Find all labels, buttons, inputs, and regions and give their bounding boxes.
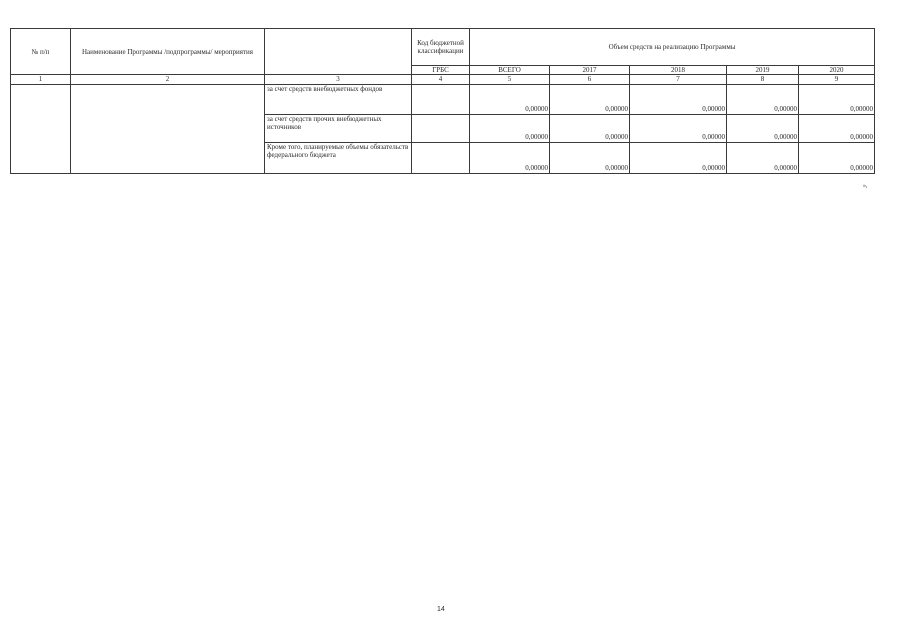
header-2020: 2020 — [799, 66, 875, 75]
table-row — [11, 84, 875, 114]
value-total: 0,00000 — [470, 142, 550, 173]
col-number: 2 — [71, 75, 265, 84]
grbs-cell — [412, 114, 470, 142]
header-grbs: ГРБС — [412, 66, 470, 75]
header-total: ВСЕГО — [470, 66, 550, 75]
value-total: 0,00000 — [470, 84, 550, 114]
header-code-group: Код бюджетной классификации — [412, 29, 470, 66]
col-number: 7 — [630, 75, 727, 84]
value-2017: 0,00000 — [550, 142, 630, 173]
header-num: № п/п — [11, 29, 71, 75]
value-2020: 0,00000 — [799, 142, 875, 173]
header-row — [11, 29, 875, 66]
page-number: 14 — [437, 606, 445, 613]
value-2017: 0,00000 — [550, 84, 630, 114]
col-number: 6 — [550, 75, 630, 84]
value-2020: 0,00000 — [799, 84, 875, 114]
funding-source-label: за счет средств внебюджетных фондов — [265, 84, 412, 114]
funding-source-label: за счет средств прочих внебюджетных источников — [265, 114, 412, 142]
header-2017: 2017 — [550, 66, 630, 75]
col-number: 1 — [11, 75, 71, 84]
grbs-cell — [412, 142, 470, 173]
value-2018: 0,00000 — [630, 114, 727, 142]
col-number: 9 — [799, 75, 875, 84]
header-name: Наименование Программы /подпрограммы/ мероприятия — [71, 29, 265, 75]
stray-mark: », — [863, 183, 868, 189]
col-number: 5 — [470, 75, 550, 84]
row-num-cell — [11, 84, 71, 173]
value-2017: 0,00000 — [550, 114, 630, 142]
funding-source-label: Кроме того, планируемые объемы обязательств федерального бюджета — [265, 142, 412, 173]
budget-table — [10, 28, 875, 174]
col-number: 8 — [727, 75, 799, 84]
value-2018: 0,00000 — [630, 142, 727, 173]
value-2019: 0,00000 — [727, 84, 799, 114]
header-2018: 2018 — [630, 66, 727, 75]
value-2019: 0,00000 — [727, 114, 799, 142]
row-name-cell — [71, 84, 265, 173]
value-2019: 0,00000 — [727, 142, 799, 173]
value-2020: 0,00000 — [799, 114, 875, 142]
header-2019: 2019 — [727, 66, 799, 75]
value-total: 0,00000 — [470, 114, 550, 142]
column-number-row — [11, 75, 875, 84]
grbs-cell — [412, 84, 470, 114]
col-number: 4 — [412, 75, 470, 84]
value-2018: 0,00000 — [630, 84, 727, 114]
col-number: 3 — [265, 75, 412, 84]
header-volume-group: Объем средств на реализацию Программы — [470, 29, 875, 66]
header-col3-empty — [265, 29, 412, 75]
